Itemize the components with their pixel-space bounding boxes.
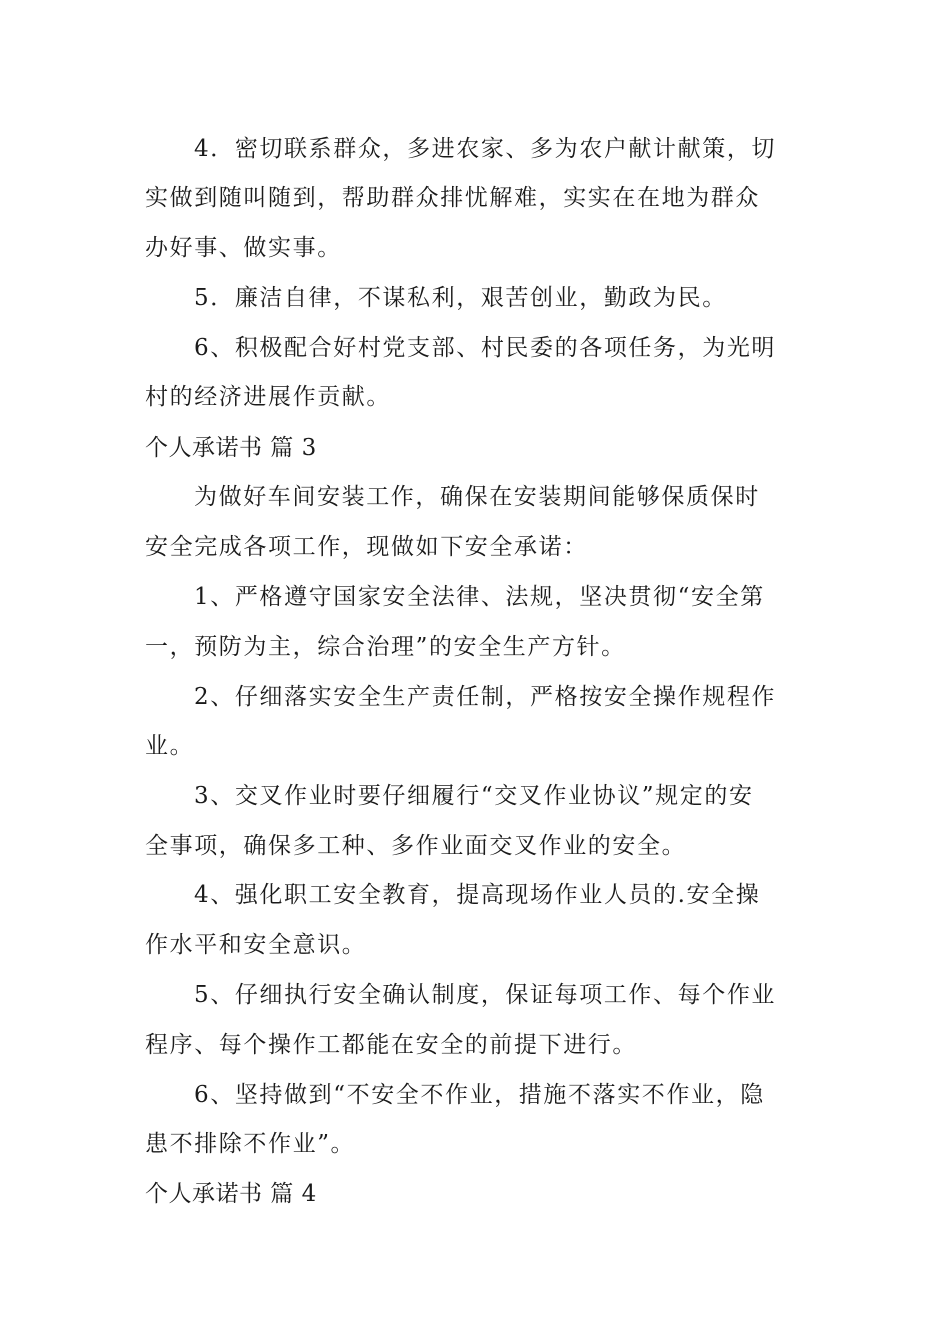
item-1-line-2: 一，预防为主，综合治理”的安全生产方针。 xyxy=(145,634,626,660)
intro-3-line-2: 安全完成各项工作，现做如下安全承诺： xyxy=(145,534,588,560)
item-2-line-2: 业。 xyxy=(145,733,195,759)
section-heading-4: 个人承诺书 篇 4 xyxy=(145,1181,317,1207)
paragraph-4-line-1: 4．密切联系群众，多进农家、多为农户献计献策，切 xyxy=(194,136,777,162)
item-5-line-2: 程序、每个操作工都能在安全的前提下进行。 xyxy=(145,1032,637,1058)
paragraph-5-line-1: 5．廉洁自律，不谋私利，艰苦创业，勤政为民。 xyxy=(194,285,727,311)
item-3-line-2: 全事项，确保多工种、多作业面交叉作业的安全。 xyxy=(145,833,687,859)
item-2-line-1: 2、仔细落实安全生产责任制，严格按安全操作规程作 xyxy=(194,684,777,710)
paragraph-6-line-2: 村的经济进展作贡献。 xyxy=(145,384,391,410)
item-4-line-2: 作水平和安全意识。 xyxy=(145,932,367,958)
paragraph-4-line-3: 办好事、做实事。 xyxy=(145,235,342,261)
item-4-line-1: 4、强化职工安全教育，提高现场作业人员的.安全操 xyxy=(194,882,761,908)
section-heading-3: 个人承诺书 篇 3 xyxy=(145,435,317,461)
intro-3-line-1: 为做好车间安装工作，确保在安装期间能够保质保时 xyxy=(194,484,760,510)
item-6-line-1: 6、坚持做到“不安全不作业，措施不落实不作业，隐 xyxy=(194,1082,765,1108)
paragraph-6-line-1: 6、积极配合好村党支部、村民委的各项任务，为光明 xyxy=(194,335,777,361)
item-5-line-1: 5、仔细执行安全确认制度，保证每项工作、每个作业 xyxy=(194,982,777,1008)
item-3-line-1: 3、交叉作业时要仔细履行“交叉作业协议”规定的安 xyxy=(194,783,754,809)
item-6-line-2: 患不排除不作业”。 xyxy=(145,1131,356,1157)
paragraph-4-line-2: 实做到随叫随到，帮助群众排忧解难，实实在在地为群众 xyxy=(145,185,760,211)
item-1-line-1: 1、严格遵守国家安全法律、法规，坚决贯彻“安全第 xyxy=(194,584,765,610)
